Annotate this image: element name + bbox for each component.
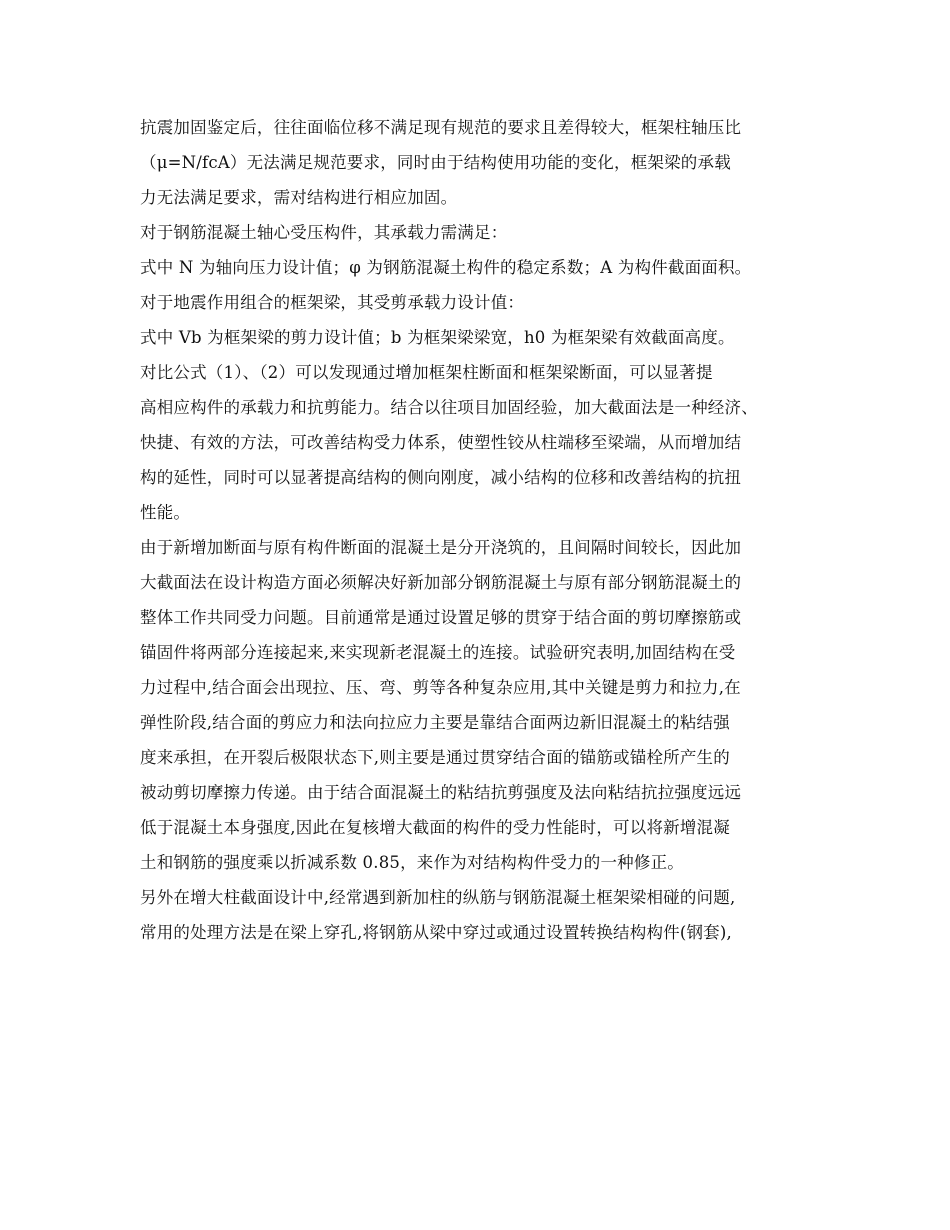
text-line: 高相应构件的承载力和抗剪能力。结合以往项目加固经验，加大截面法是一种经济、 bbox=[140, 398, 758, 417]
text-line: 力无法满足要求，需对结构进行相应加固。 bbox=[140, 188, 458, 207]
text-line: 大截面法在设计构造方面必须解决好新加部分钢筋混凝土与原有部分钢筋混凝土的 bbox=[140, 573, 742, 592]
text-line: 度来承担，在开裂后极限状态下,则主要是通过贯穿结合面的锚筋或锚栓所产生的 bbox=[140, 748, 730, 767]
text-line: 式中 N 为轴向压力设计值；φ 为钢筋混凝土构件的稳定系数；A 为构件截面面积。 bbox=[140, 258, 752, 277]
text-line: 锚固件将两部分连接起来,来实现新老混凝土的连接。试验研究表明,加固结构在受 bbox=[140, 643, 736, 662]
text-line: 力过程中,结合面会出现拉、压、弯、剪等各种复杂应用,其中关键是剪力和拉力,在 bbox=[140, 678, 741, 697]
text-line: 常用的处理方法是在梁上穿孔,将钢筋从梁中穿过或通过设置转换结构构件(钢套), bbox=[140, 923, 732, 942]
text-line: 另外在增大柱截面设计中,经常遇到新加柱的纵筋与钢筋混凝土框架梁相碰的问题, bbox=[140, 888, 736, 907]
text-line: 整体工作共同受力问题。目前通常是通过设置足够的贯穿于结合面的剪切摩擦筋或 bbox=[140, 608, 742, 627]
text-line: 弹性阶段,结合面的剪应力和法向拉应力主要是靠结合面两边新旧混凝土的粘结强 bbox=[140, 713, 730, 732]
text-line: （μ=N/fcA）无法满足规范要求，同时由于结构使用功能的变化，框架梁的承载 bbox=[140, 153, 731, 172]
text-line: 土和钢筋的强度乘以折减系数 0.85，来作为对结构构件受力的一种修正。 bbox=[140, 853, 684, 872]
text-line: 低于混凝土本身强度,因此在复核增大截面的构件的受力性能时，可以将新增混凝 bbox=[140, 818, 730, 837]
text-line: 抗震加固鉴定后，往往面临位移不满足现有规范的要求且差得较大，框架柱轴压比 bbox=[140, 118, 742, 137]
text-line: 快捷、有效的方法，可改善结构受力体系，使塑性铰从柱端移至梁端，从而增加结 bbox=[140, 433, 742, 452]
text-line: 由于新增加断面与原有构件断面的混凝土是分开浇筑的，且间隔时间较长，因此加 bbox=[140, 538, 742, 557]
text-line: 被动剪切摩擦力传递。由于结合面混凝土的粘结抗剪强度及法向粘结抗拉强度远远 bbox=[140, 783, 742, 802]
text-line: 性能。 bbox=[140, 503, 191, 522]
text-line: 对于地震作用组合的框架梁，其受剪承载力设计值： bbox=[140, 293, 525, 312]
text-line: 对比公式（1）、（2）可以发现通过增加框架柱断面和框架梁断面，可以显著提 bbox=[140, 363, 713, 382]
text-line: 对于钢筋混凝土轴心受压构件，其承载力需满足： bbox=[140, 223, 508, 242]
text-line: 构的延性，同时可以显著提高结构的侧向刚度，减小结构的位移和改善结构的抗扭 bbox=[140, 468, 742, 487]
text-line: 式中 Vb 为框架梁的剪力设计值；b 为框架梁梁宽，h0 为框架梁有效截面高度。 bbox=[140, 328, 735, 347]
